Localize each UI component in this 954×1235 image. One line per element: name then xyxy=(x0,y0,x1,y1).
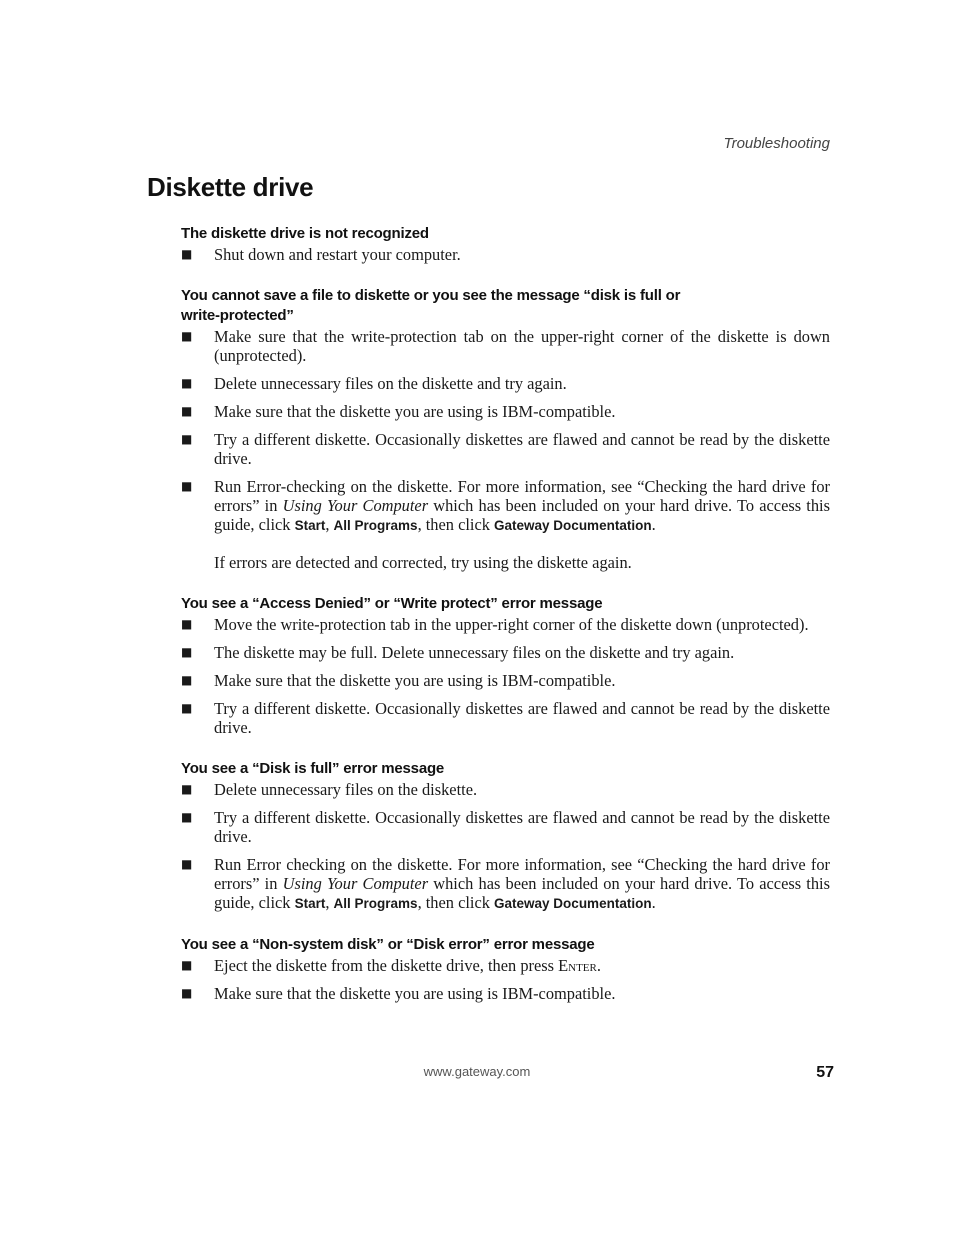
section-heading: You see a “Disk is full” error message xyxy=(181,760,445,777)
list-item: ■ Try a different diskette. Occasionally diskettes are flawed and cannot be read by the diskette drive. xyxy=(181,699,830,737)
square-bullet-icon: ■ xyxy=(181,701,193,715)
square-bullet-icon: ■ xyxy=(181,432,193,446)
book-title: Using Your Computer xyxy=(282,874,429,893)
list-item: ■ Shut down and restart your computer. xyxy=(181,245,461,264)
page-title: Diskette drive xyxy=(147,172,314,202)
book-title: Using Your Computer xyxy=(282,496,429,515)
list-item: ■ Eject the diskette from the diskette drive, then press Enter. xyxy=(181,956,601,975)
list-item: ■ Make sure that the diskette you are using is IBM-compatible. xyxy=(181,671,616,690)
square-bullet-icon: ■ xyxy=(181,617,193,631)
list-item: ■ Try a different diskette. Occasionally diskettes are flawed and cannot be read by the diskette drive. xyxy=(181,808,830,846)
list-item: ■ Make sure that the diskette you are using is IBM-compatible. xyxy=(181,984,616,1003)
square-bullet-icon: ■ xyxy=(181,404,193,418)
bullet-list xyxy=(181,327,830,572)
list-item: ■ Run Error checking on the diskette. For more information, see “Checking the hard drive for errors” in Using Your Computer which has been included on your hard drive. To access this guide, click Start, All Programs, then click Gateway Documentation. xyxy=(181,855,830,912)
square-bullet-icon: ■ xyxy=(181,986,193,1000)
note-text: If errors are detected and corrected, try using the diskette again. xyxy=(214,553,632,572)
section-cannot-save xyxy=(181,286,830,572)
square-bullet-icon: ■ xyxy=(181,479,193,493)
bullet-list xyxy=(181,956,830,1003)
running-head: Troubleshooting xyxy=(723,135,830,152)
list-item: ■ The diskette may be full. Delete unnecessary files on the diskette and try again. xyxy=(181,643,735,662)
list-item: ■ Make sure that the write-protection tab on the upper-right corner of the diskette is down (unprotected). xyxy=(181,327,830,365)
bullet-list xyxy=(181,245,830,264)
section-non-system-disk xyxy=(181,935,830,1003)
square-bullet-icon: ■ xyxy=(181,673,193,687)
section-heading: You see a “Non-system disk” or “Disk error” error message xyxy=(181,936,595,953)
gateway-documentation-ref: Gateway Documentation xyxy=(494,896,652,911)
square-bullet-icon: ■ xyxy=(181,247,193,261)
section-disk-full xyxy=(181,759,830,913)
start-menu-ref: Start xyxy=(294,896,326,911)
section-heading: You see a “Access Denied” or “Write protect” error message xyxy=(181,595,603,612)
page-number: 57 xyxy=(816,1064,834,1081)
gateway-documentation-ref: Gateway Documentation xyxy=(494,518,652,533)
section-access-denied xyxy=(181,594,830,737)
start-menu-ref: Start xyxy=(294,518,326,533)
content xyxy=(181,224,830,1025)
list-item: ■ Delete unnecessary files on the diskette and try again. xyxy=(181,374,567,393)
section-heading: You cannot save a file to diskette or you see the message “disk is full or write-protected” xyxy=(181,287,681,324)
square-bullet-icon: ■ xyxy=(181,782,193,796)
list-item: ■ Run Error-checking on the diskette. For more information, see “Checking the hard drive for errors” in Using Your Computer which has been included on your hard drive. To access this guide, click Start, All Programs, then click Gateway Documentation. If errors are detected and corrected, try using the diskette again. xyxy=(181,477,830,572)
square-bullet-icon: ■ xyxy=(181,810,193,824)
square-bullet-icon: ■ xyxy=(181,329,193,343)
list-item: ■ Delete unnecessary files on the diskette. xyxy=(181,780,478,799)
all-programs-ref: All Programs xyxy=(333,518,418,533)
list-item: ■ Try a different diskette. Occasionally diskettes are flawed and cannot be read by the diskette drive. xyxy=(181,430,830,468)
list-item: ■ Make sure that the diskette you are using is IBM-compatible. xyxy=(181,402,616,421)
enter-key-ref: Enter xyxy=(558,956,597,975)
square-bullet-icon: ■ xyxy=(181,958,193,972)
square-bullet-icon: ■ xyxy=(181,376,193,390)
section-not-recognized xyxy=(181,224,830,264)
list-item: ■ Move the write-protection tab in the upper-right corner of the diskette down (unprotected). xyxy=(181,615,809,634)
square-bullet-icon: ■ xyxy=(181,645,193,659)
square-bullet-icon: ■ xyxy=(181,857,193,871)
footer-url: www.gateway.com xyxy=(423,1064,531,1079)
section-heading: The diskette drive is not recognized xyxy=(181,225,429,242)
bullet-list xyxy=(181,780,830,913)
all-programs-ref: All Programs xyxy=(333,896,418,911)
bullet-list xyxy=(181,615,830,737)
